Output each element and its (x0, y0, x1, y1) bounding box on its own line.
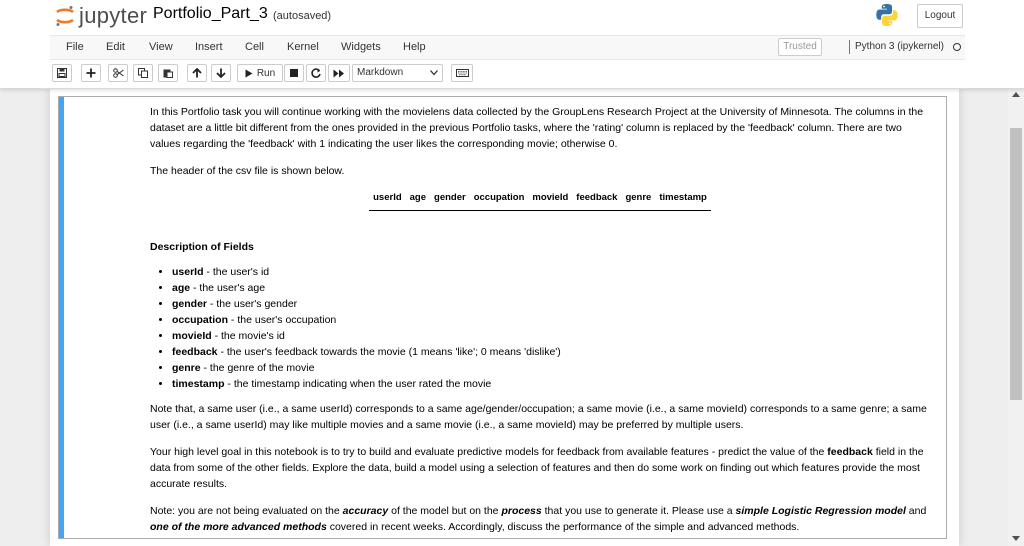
csv-col-gender: gender (430, 190, 470, 211)
goal-text-2: field in the data from some of the other fields. Explore the data, build a model using a selection of features and then do some work on finding out which features provide the most accurate results. (150, 446, 924, 490)
scrollbar-thumb[interactable] (1010, 128, 1022, 400)
paste-icon (163, 68, 173, 78)
field-desc: - the movie's id (211, 330, 285, 342)
intro-paragraph: In this Portfolio task you will continue working with the movielens data collected by the GroupLens Research Project at the University of Minnesota. The columns in the dataset are a little bit different from the ones provided in the previous Portfolio tasks, where the 'rating' column is replaced by the 'feedback' column. There are two values regarding the 'feedback' with 1 indicating the user likes the corresponding movie; otherwise 0. (150, 106, 924, 150)
field-name: feedback (172, 346, 218, 358)
field-name: movieId (172, 330, 212, 342)
eval-text-2: of the model but on the (388, 505, 502, 517)
run-button-label: Run (256, 67, 276, 79)
list-item (172, 296, 930, 312)
csv-col-genre: genre (621, 190, 655, 211)
copy-button[interactable] (133, 64, 153, 82)
eval-text-5: covered in recent weeks. Accordingly, discuss the performance of the simple and advanced methods. (326, 521, 800, 533)
field-name: timestamp (172, 378, 225, 390)
autosave-status: (autosaved) (273, 10, 332, 22)
plus-icon (86, 68, 96, 78)
eval-text-4: and (905, 505, 927, 517)
keyboard-icon (456, 69, 469, 77)
cut-button[interactable] (108, 64, 128, 82)
goal-feedback-bold: feedback (827, 446, 873, 458)
menu-kernel[interactable]: Kernel (287, 41, 319, 53)
copy-icon (138, 68, 148, 78)
goal-paragraph (150, 444, 930, 492)
csv-header-intro: The header of the csv file is shown below. (150, 165, 345, 177)
cell-selection-bar (59, 97, 64, 538)
eval-advanced-methods: one of the more advanced methods (150, 521, 327, 533)
eval-process: process (501, 505, 542, 517)
fields-heading: Description of Fields (150, 241, 254, 253)
save-button[interactable] (52, 64, 72, 82)
scroll-up-arrow-icon[interactable] (1012, 92, 1020, 97)
python-logo (875, 3, 899, 32)
eval-accuracy: accuracy (342, 505, 389, 517)
cell-type-select[interactable] (352, 64, 443, 82)
csv-col-feedback: feedback (572, 190, 621, 211)
command-palette-button[interactable] (451, 64, 473, 82)
restart-icon (311, 68, 321, 78)
list-item (172, 264, 930, 280)
insert-cell-button[interactable] (81, 64, 101, 82)
menu-file[interactable]: File (66, 41, 84, 53)
fast-forward-icon (333, 69, 345, 78)
kernel-idle-icon (953, 43, 961, 51)
field-name: userId (172, 266, 204, 278)
eval-text-3: that you use to generate it. Please use a (541, 505, 736, 517)
field-name: occupation (172, 314, 229, 326)
field-desc: - the genre of the movie (200, 362, 315, 374)
table-row (369, 190, 711, 211)
notebook-container (50, 88, 959, 546)
menu-view[interactable]: View (149, 41, 173, 53)
restart-run-all-button[interactable] (328, 64, 350, 82)
kernel-name[interactable]: Python 3 (ipykernel) (849, 40, 944, 54)
csv-col-timestamp: timestamp (655, 190, 711, 211)
play-icon (245, 69, 253, 78)
restart-kernel-button[interactable] (306, 64, 326, 82)
field-desc: - the user's age (190, 282, 266, 294)
trusted-indicator[interactable]: Trusted (778, 38, 822, 56)
csv-header-table (369, 190, 711, 211)
field-name: age (172, 282, 191, 294)
menu-insert[interactable]: Insert (195, 41, 223, 53)
field-desc: - the timestamp indicating when the user rated the movie (224, 378, 492, 390)
jupyter-logo-text: jupyter (79, 3, 148, 28)
note-paragraph: Note that, a same user (i.e., a same userId) corresponds to a same age/gender/occupation; a same movie (i.e., a same movieId) corresponds to a same genre; a same user (i.e., a same userId) may like multiple movies and a same movie (i.e., a same movieId) may be preferred by multiple users. (150, 403, 927, 431)
markdown-cell[interactable] (58, 96, 947, 539)
move-up-button[interactable] (187, 64, 207, 82)
goal-text-1: Your high level goal in this notebook is to try to build and evaluate predictive models for feedback from available features - predict the value of the (150, 446, 828, 458)
field-name: genre (172, 362, 201, 374)
eval-logistic-regression: simple Logistic Regression model (735, 505, 906, 517)
notebook-header (0, 0, 1024, 89)
list-item (172, 360, 930, 376)
evaluation-note-paragraph (150, 503, 930, 535)
chevron-down-icon (430, 70, 438, 76)
field-desc: - the user's feedback towards the movie (1 means 'like'; 0 means 'dislike') (217, 346, 561, 358)
field-desc: - the user's id (203, 266, 270, 278)
paste-button[interactable] (158, 64, 178, 82)
logout-button[interactable]: Logout (917, 4, 963, 28)
list-item (172, 328, 930, 344)
menu-widgets[interactable]: Widgets (341, 41, 381, 53)
arrow-down-icon (216, 68, 226, 78)
fields-list (150, 264, 930, 392)
csv-col-movieid: movieId (528, 190, 572, 211)
jupyter-logo-icon (55, 5, 75, 27)
page-scrollbar[interactable] (1008, 88, 1024, 546)
list-item (172, 280, 930, 296)
csv-col-age: age (406, 190, 430, 211)
menu-cell[interactable]: Cell (245, 41, 264, 53)
interrupt-kernel-button[interactable] (284, 64, 304, 82)
cell-type-value: Markdown (357, 67, 404, 78)
run-button[interactable] (237, 64, 283, 82)
arrow-up-icon (192, 68, 202, 78)
eval-text-1: Note: you are not being evaluated on the (150, 505, 343, 517)
csv-col-userid: userId (369, 190, 406, 211)
menu-edit[interactable]: Edit (106, 41, 125, 53)
move-down-button[interactable] (211, 64, 231, 82)
csv-col-occupation: occupation (470, 190, 529, 211)
python-logo-icon (875, 3, 899, 27)
jupyter-logo[interactable] (55, 4, 147, 28)
field-desc: - the user's occupation (228, 314, 337, 326)
list-item (172, 344, 930, 360)
menubar (50, 35, 965, 60)
field-name: gender (172, 298, 208, 310)
rendered-markdown (150, 104, 930, 539)
menu-help[interactable]: Help (403, 41, 426, 53)
list-item (172, 312, 930, 328)
list-item (172, 376, 930, 392)
save-icon (57, 68, 67, 78)
stop-icon (290, 69, 298, 77)
notebook-name[interactable]: Portfolio_Part_3 (153, 5, 268, 22)
field-desc: - the user's gender (207, 298, 298, 310)
scissors-icon (113, 68, 124, 78)
scroll-down-arrow-icon[interactable] (1012, 536, 1020, 541)
